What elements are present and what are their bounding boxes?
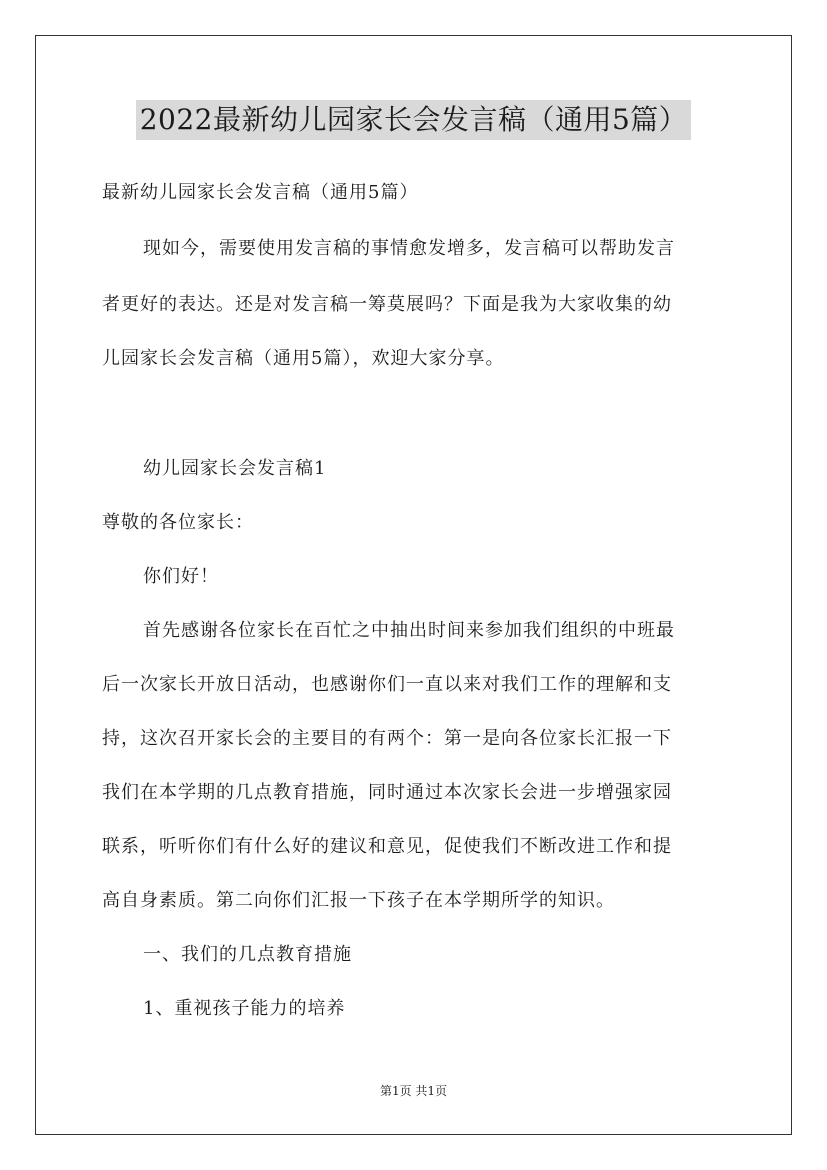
body-line: 联系，听听你们有什么好的建议和意见，促使我们不断改进工作和提: [102, 836, 672, 857]
body-line: 持，这次召开家长会的主要目的有两个：第一是向各位家长汇报一下: [102, 728, 672, 749]
title-container: [0, 100, 827, 140]
intro-line: 儿园家长会发言稿（通用5篇），欢迎大家分享。: [102, 348, 505, 369]
body-line: 高自身素质。第二向你们汇报一下孩子在本学期所学的知识。: [102, 890, 615, 911]
document-subtitle: 最新幼儿园家长会发言稿（通用5篇）: [102, 182, 419, 203]
salutation: 尊敬的各位家长：: [102, 512, 254, 533]
body-line: 我们在本学期的几点教育措施，同时通过本次家长会进一步增强家园: [102, 782, 672, 803]
sub-point: 1、重视孩子能力的培养: [143, 998, 346, 1019]
intro-line: 者更好的表达。还是对发言稿一筹莫展吗？下面是我为大家收集的幼: [102, 294, 672, 315]
section-heading: 幼儿园家长会发言稿1: [143, 458, 327, 479]
greeting: 你们好！: [143, 566, 219, 587]
body-line: 后一次家长开放日活动，也感谢你们一直以来对我们工作的理解和支: [102, 674, 672, 695]
point-heading: 一、我们的几点教育措施: [143, 944, 352, 965]
intro-line: 现如今，需要使用发言稿的事情愈发增多，发言稿可以帮助发言: [143, 238, 675, 259]
page-footer: 第1页 共1页: [379, 1084, 448, 1098]
body-line: 首先感谢各位家长在百忙之中抽出时间来参加我们组织的中班最: [143, 620, 675, 641]
document-title: 2022最新幼儿园家长会发言稿（通用5篇）: [136, 100, 692, 140]
